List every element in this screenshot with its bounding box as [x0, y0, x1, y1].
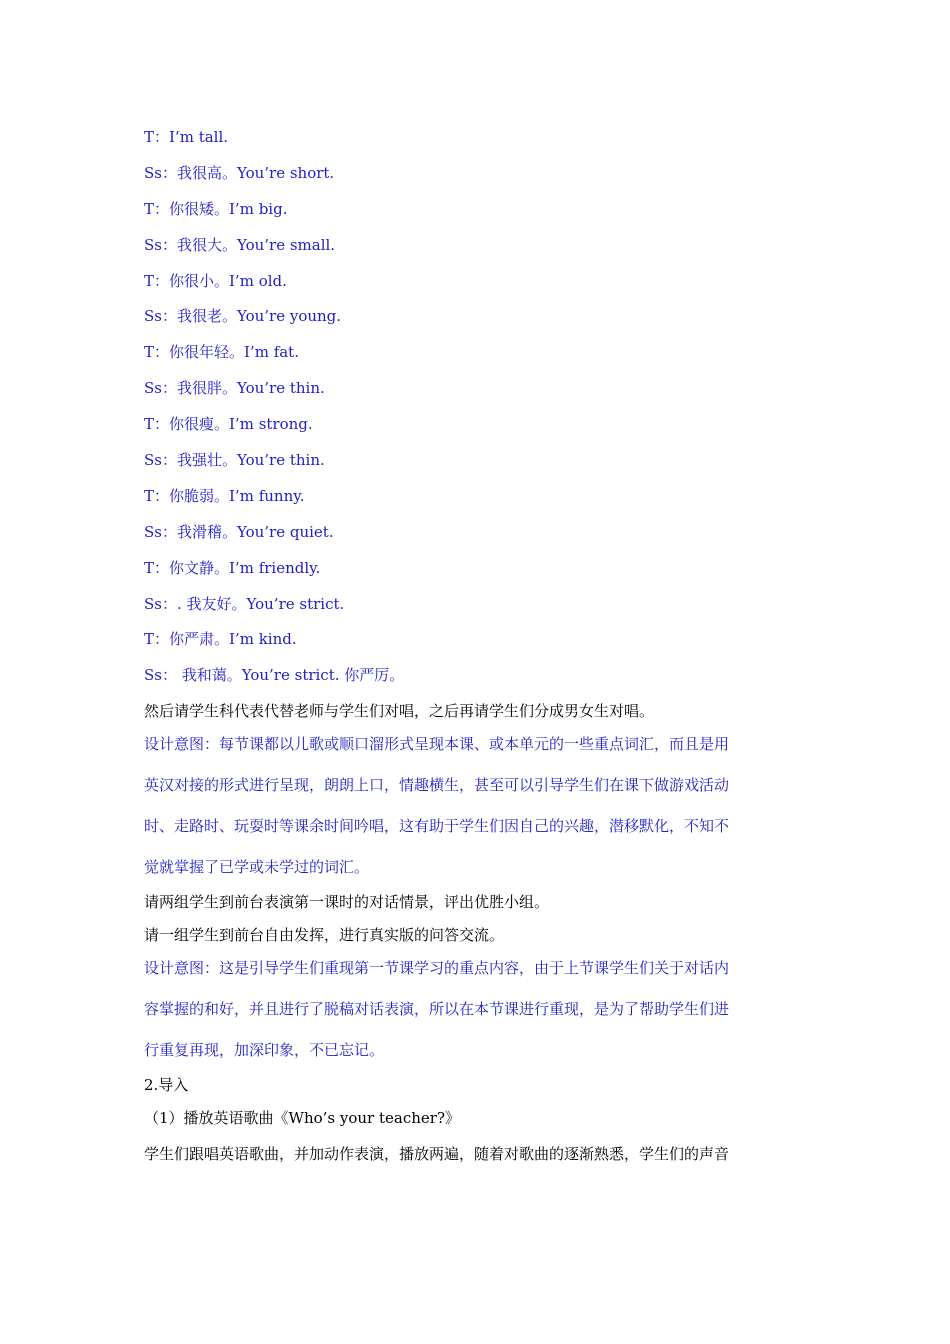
dialogue-line: Ss： 我和蔼。You’re strict. 你严厉。 — [144, 666, 405, 685]
instruction-paragraph: 请两组学生到前台表演第一课时的对话情景，评出优胜小组。 — [144, 893, 550, 912]
dialogue-line: T：你很年轻。I’m fat. — [144, 343, 299, 362]
paragraph-line: 设计意图：这是引导学生们重现第一节课学习的重点内容，由于上节课学生们关于对话内 — [144, 959, 730, 978]
instruction-paragraph: 请一组学生到前台自由发挥，进行真实版的问答交流。 — [144, 926, 505, 945]
dialogue-line: Ss：我很大。You’re small. — [144, 235, 336, 254]
paragraph-line: 行重复再现，加深印象，不已忘记。 — [144, 1041, 385, 1060]
paragraph-line: 时、走路时、玩耍时等课余时间吟唱，这有助于学生们因自己的兴趣，潜移默化，不知不 — [144, 817, 730, 836]
dialogue-line: T：你很瘦。I’m strong. — [144, 415, 313, 434]
content-column — [144, 122, 824, 1175]
dialogue-line: T：你文静。I’m friendly. — [144, 558, 321, 577]
dialogue-line: T：你很矮。I’m big. — [144, 199, 288, 218]
dialogue-line: Ss：. 我友好。You’re strict. — [144, 594, 345, 613]
sub-item: （1）播放英语歌曲《Who’s your teacher?》 — [144, 1109, 460, 1128]
dialogue-line: T：I’m tall. — [144, 128, 229, 146]
dialogue-line: Ss：我很高。You’re short. — [144, 163, 335, 182]
dialogue-line: T：你很小。I’m old. — [144, 271, 287, 290]
dialogue-line: Ss：我很胖。You’re thin. — [144, 379, 325, 398]
dialogue-line: T：你严肃。I’m kind. — [144, 630, 297, 649]
dialogue-line: Ss：我滑稽。You’re quiet. — [144, 522, 334, 541]
design-intent-paragraph — [144, 729, 824, 887]
design-intent-paragraph — [144, 953, 824, 1070]
paragraph-line: 觉就掌握了已学或未学过的词汇。 — [144, 858, 370, 877]
instruction-paragraph: 然后请学生科代表代替老师与学生们对唱，之后再请学生们分成男女生对唱。 — [144, 702, 655, 721]
paragraph-line: 英汉对接的形式进行呈现，朗朗上口，情趣横生，甚至可以引导学生们在课下做游戏活动 — [144, 776, 730, 795]
dialogue-line: Ss：我很老。You’re young. — [144, 307, 342, 326]
paragraph-line: 容掌握的和好，并且进行了脱稿对话表演，所以在本节课进行重现，是为了帮助学生们进 — [144, 1000, 730, 1019]
paragraph-line: 设计意图：每节课都以儿歌或顺口溜形式呈现本课、或本单元的一些重点词汇，而且是用 — [144, 735, 730, 754]
section-heading: 2.导入 — [144, 1076, 189, 1095]
body-paragraph-line: 学生们跟唱英语歌曲，并加动作表演，播放两遍，随着对歌曲的逐渐熟悉，学生们的声音 — [144, 1145, 730, 1164]
dialogue-line: T：你脆弱。I’m funny. — [144, 486, 305, 505]
dialogue-line: Ss：我强壮。You’re thin. — [144, 451, 325, 470]
dialogue-block — [144, 122, 824, 696]
